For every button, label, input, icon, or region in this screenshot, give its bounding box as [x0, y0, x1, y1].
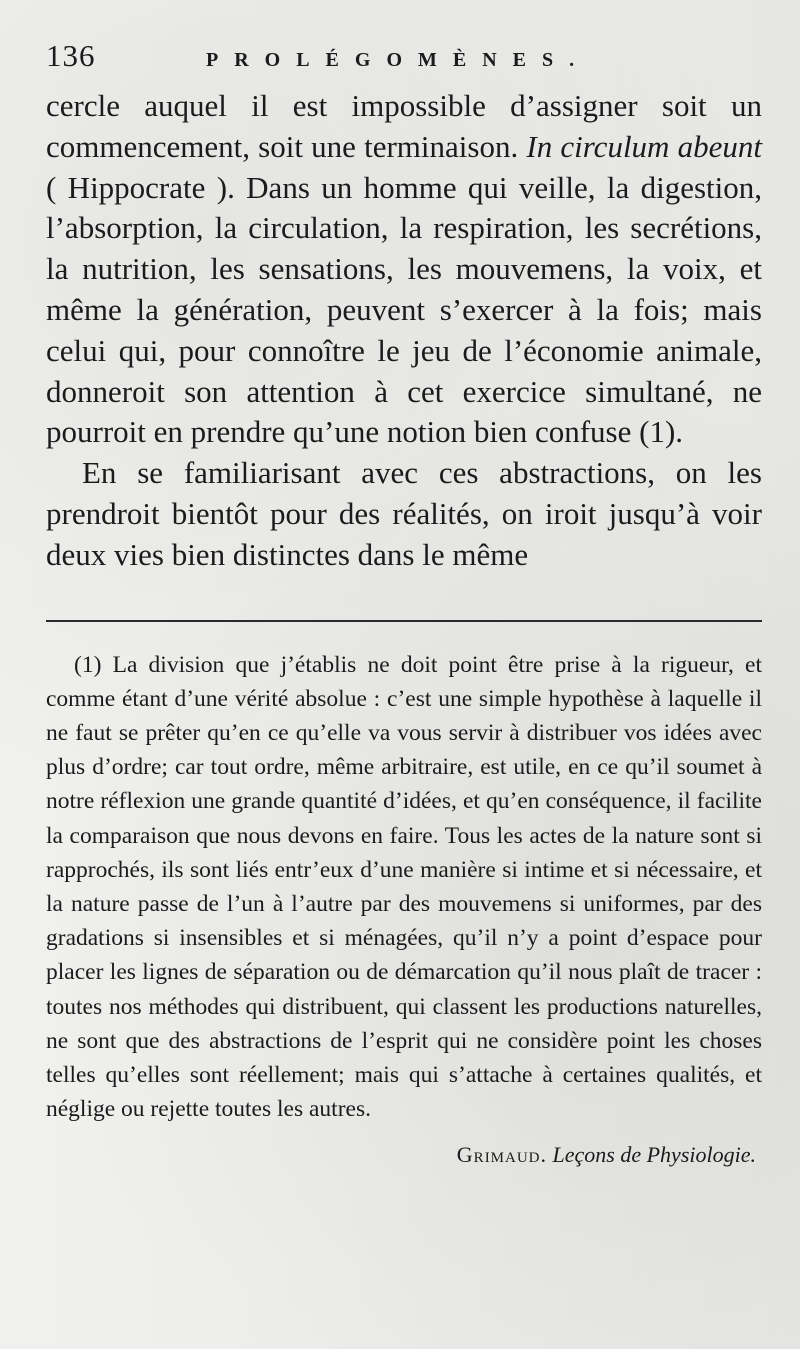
- paragraph-continued: [46, 86, 762, 453]
- page-number: 136: [46, 38, 96, 73]
- paragraph-1-text-a: cercle auquel il est impossible d’assigner soit un commencement, soit une terminaison.: [46, 88, 762, 164]
- footnote: [46, 648, 762, 1127]
- footnote-separator: [46, 620, 762, 622]
- main-text: [46, 86, 762, 576]
- paragraph-2: En se familiarisant avec ces abstractions, on les prendroit bientôt pour des réalités, on iroit jusqu’à voir deux vies bien distinctes dans le même: [46, 455, 762, 572]
- latin-quotation: In circulum abeunt: [526, 128, 762, 164]
- page-header: [46, 38, 762, 84]
- paragraph-1-text-b: ( Hippocrate ). Dans un homme qui veille, la digestion, l’absorption, la circulation, la respiration, les secrétions, la nutrition, les sensations, les mouvemens, la voix, et même la génération, peuvent s’exercer à la fois; mais celui qui, pour connoître le jeu de l’économie animale, donneroit son attention à cet exercice simultané, ne pourroit en prendre qu’une notion bien confuse (1).: [46, 169, 762, 450]
- footnote-text: (1) La division que j’établis ne doit point être prise à la rigueur, et comme étant d’une vérité absolue : c’est une simple hypothèse à laquelle il ne faut se prêter qu’en ce qu’elle va vous servir à distribuer vos idées avec plus d’ordre; car tout ordre, même arbitraire, est utile, en ce qu’il soumet à notre réflexion une grande quantité d’idées, et qu’en conséquence, il facilite la comparaison que nous devons en faire. Tous les actes de la nature sont si rapprochés, ils sont liés entr’eux d’une manière si intime et si nécessaire, et la nature passe de l’un à l’autre par des mouvemens si uniformes, par des gradations si insensibles et si ménagées, qu’il n’y a point d’espace pour placer les lignes de séparation ou de démarcation qu’il nous plaît de tracer : toutes nos méthodes qui distribuent, qui classent les productions naturelles, ne sont que des abstractions de l’esprit qui ne considère point les choses telles qu’elles sont réellement; mais qui s’attache à certaines qualités, et néglige ou rejette toutes les autres.: [46, 651, 762, 1123]
- running-head: PROLÉGOMÈNES.: [206, 49, 591, 71]
- attribution-author: Grimaud.: [456, 1142, 548, 1168]
- attribution-work: Leçons de Physiologie.: [552, 1142, 756, 1168]
- footnote-attribution: [46, 1142, 762, 1168]
